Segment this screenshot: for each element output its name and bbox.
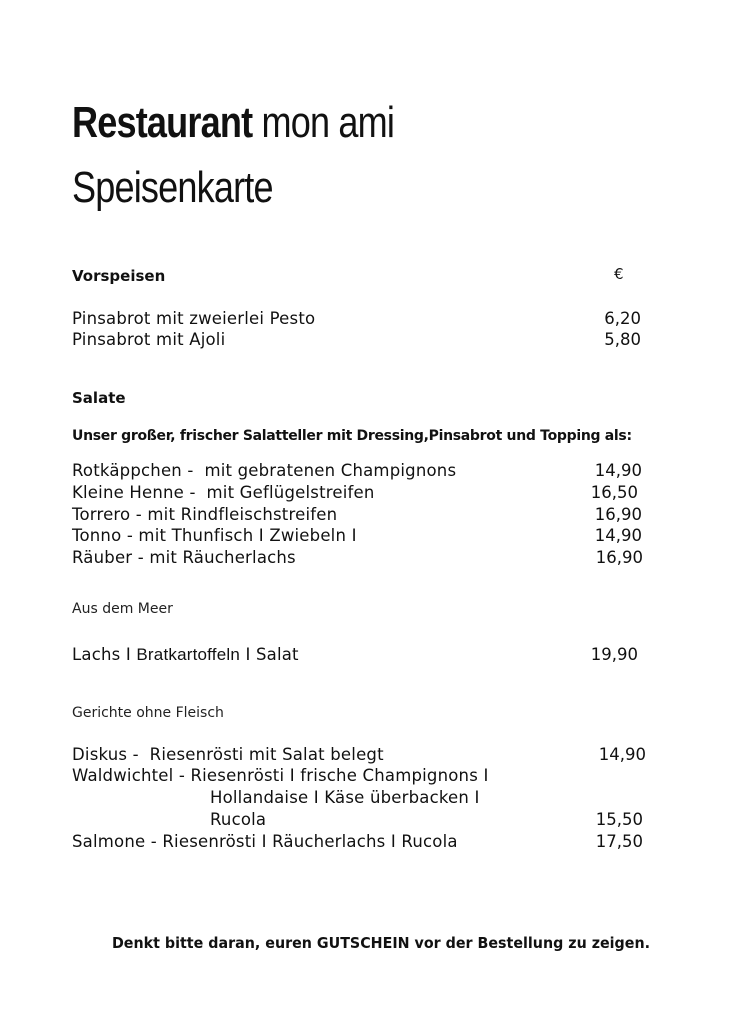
menu-item-price: 16,50 [590,483,638,502]
section-heading-meer: Aus dem Meer [72,601,173,617]
menu-item-price: 19,90 [590,645,638,664]
item-part: I Salat [240,645,299,664]
salate-intro: Unser großer, frischer Salatteller mit Dressing,Pinsabrot und Topping als: [72,428,632,444]
item-part: Bratkartoffeln [136,645,240,664]
menu-item-price: 15,50 [595,810,643,829]
menu-item-name: Diskus - Riesenrösti mit Salat belegt [72,745,384,764]
currency-symbol: € [614,265,624,283]
menu-item-price: 16,90 [594,505,642,524]
menu-item-name: Räuber - mit Räucherlachs [72,548,296,567]
section-heading-vegetarisch: Gerichte ohne Fleisch [72,705,224,721]
menu-item-description: Hollandaise I Käse überbacken I [210,788,480,807]
section-heading-vorspeisen: Vorspeisen [72,267,166,285]
menu-item-price: 16,90 [595,548,643,567]
menu-item-name: Kleine Henne - mit Geflügelstreifen [72,483,375,502]
menu-item-price: 14,90 [594,461,642,480]
title-regular: mon ami [261,98,395,147]
menu-item-price: 14,90 [598,745,646,764]
menu-item-name: Rotkäppchen - mit gebratenen Champignons [72,461,457,480]
section-heading-salate: Salate [72,389,126,407]
menu-item-name: Waldwichtel - Riesenrösti I frische Champignons I [72,766,489,785]
menu-item-price: 17,50 [595,832,643,851]
menu-item-name: Tonno - mit Thunfisch I Zwiebeln I [72,526,357,545]
menu-item-name: Pinsabrot mit Ajoli [72,330,226,349]
menu-item-name [72,644,299,666]
menu-item-price: 5,80 [604,330,641,349]
voucher-notice: Denkt bitte daran, euren GUTSCHEIN vor der Bestellung zu zeigen. [111,934,651,952]
menu-item-name: Pinsabrot mit zweierlei Pesto [72,309,316,328]
menu-item-name: Salmone - Riesenrösti I Räucherlachs I Rucola [72,832,458,851]
restaurant-title [72,98,394,148]
item-part: Lachs I [72,645,137,664]
menu-item-description: Rucola [210,810,267,829]
title-bold: Restaurant [72,98,253,147]
menu-item-price: 14,90 [594,526,642,545]
menu-item-name: Torrero - mit Rindfleischstreifen [72,505,338,524]
menu-item-price: 6,20 [604,309,641,328]
menu-subtitle: Speisenkarte [72,163,273,212]
